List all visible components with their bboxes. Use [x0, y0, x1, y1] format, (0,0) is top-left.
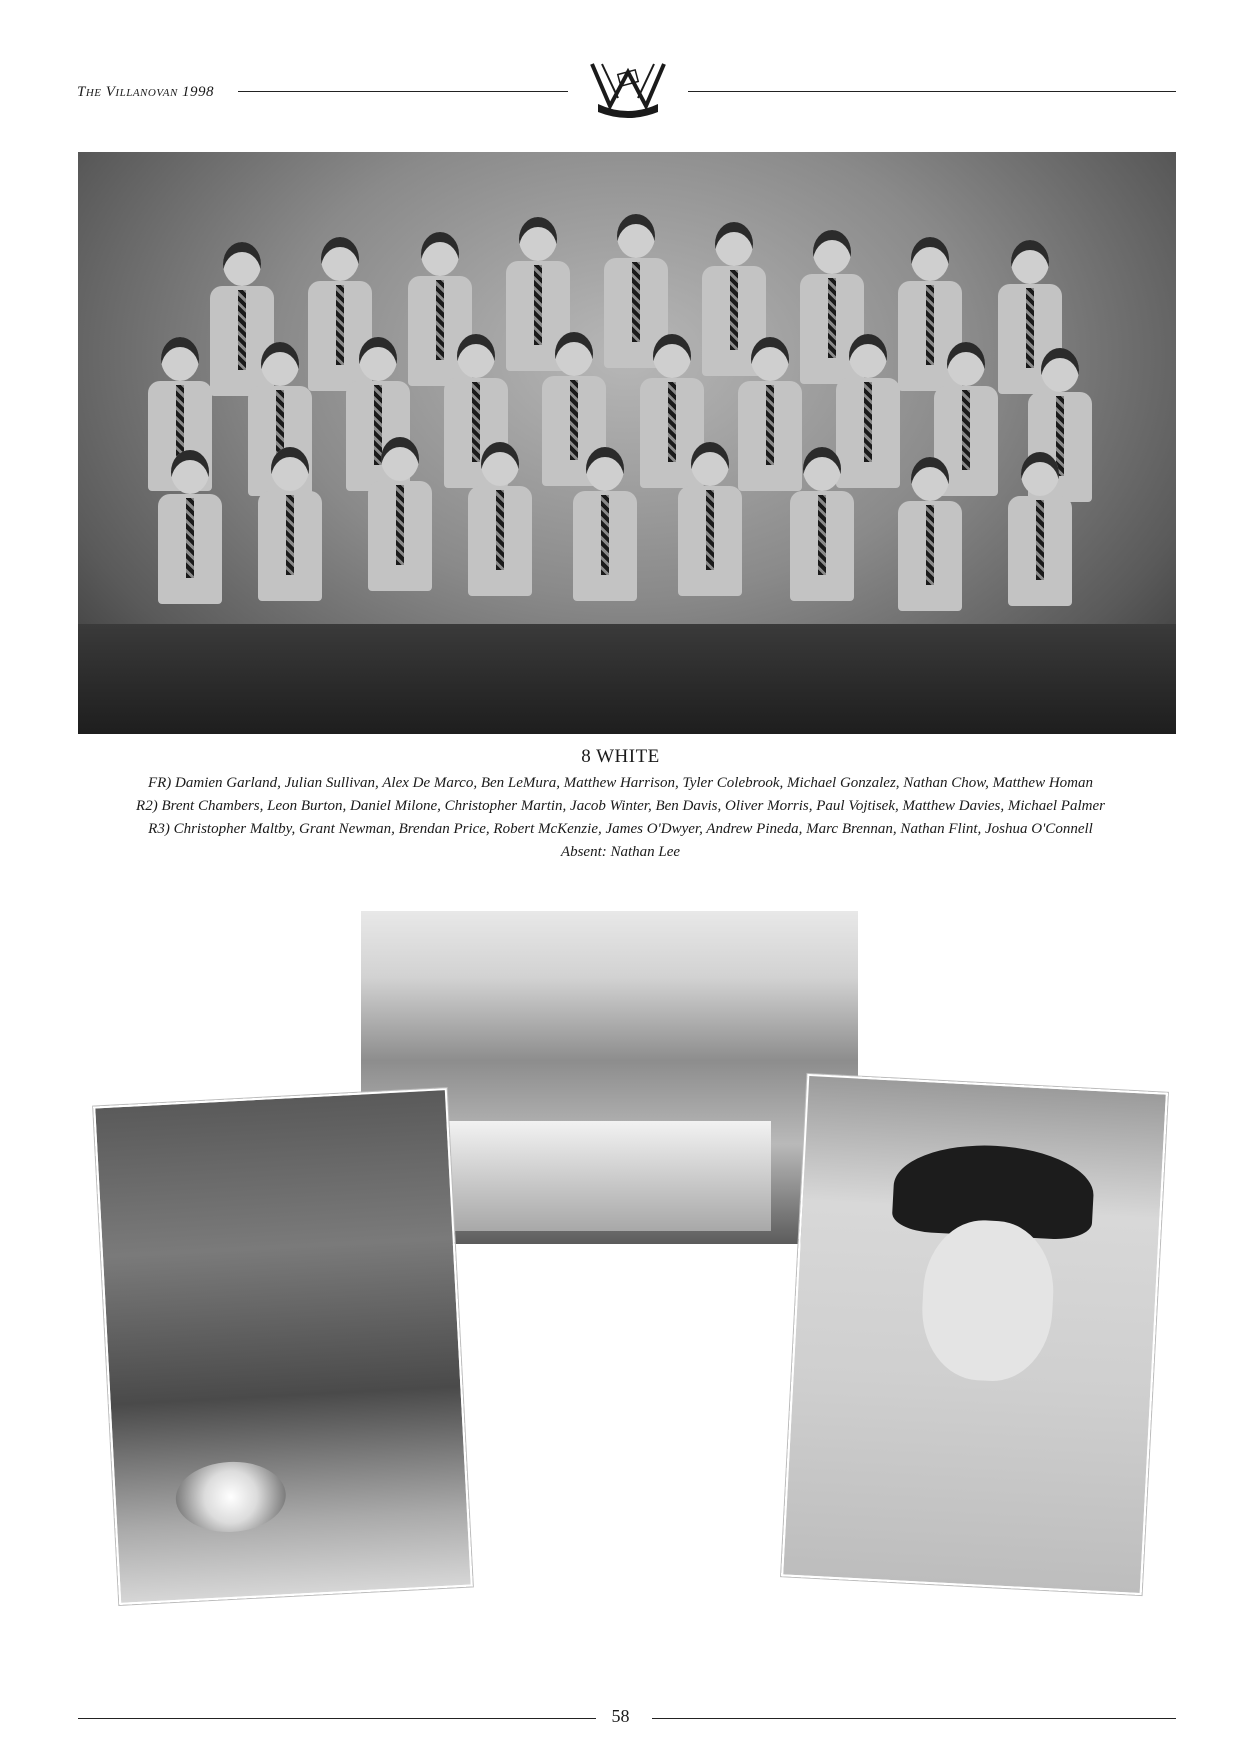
caption-row-3: R3) Christopher Maltby, Grant Newman, Brendan Price, Robert McKenzie, James O'Dwyer, Andrew Pineda, Marc Brennan, Nathan Flint, Joshua O'Connell [148, 821, 1093, 837]
model-display [441, 1121, 771, 1231]
publication-year: 1998 [182, 84, 215, 100]
publication-header [77, 84, 214, 101]
student-face [919, 1217, 1057, 1384]
class-group-photo [78, 152, 1176, 734]
photo-floor [78, 624, 1176, 734]
villanova-crest-icon [588, 58, 668, 120]
header-rule-left [238, 91, 568, 92]
class-title: 8 WHITE [581, 746, 660, 767]
page-number: 58 [611, 1706, 630, 1726]
campfire-photo [93, 1088, 473, 1605]
caption-front-row: FR) Damien Garland, Julian Sullivan, Alex De Marco, Ben LeMura, Matthew Harrison, Tyler Colebrook, Michael Gonzalez, Nathan Chow, Matthew Homan [147, 775, 1094, 791]
caption-row-2: R2) Brent Chambers, Leon Burton, Daniel Milone, Christopher Martin, Jacob Winter, Ben Davis, Oliver Morris, Paul Vojtisek, Matthew Davies, Michael Palmer [136, 798, 1105, 814]
caption-absent: Absent: Nathan Lee [560, 844, 681, 860]
header-rule-right [688, 91, 1176, 92]
publication-title: The Villanovan [77, 84, 178, 100]
hat-portrait-photo [781, 1074, 1168, 1595]
campfire-flame [174, 1459, 288, 1535]
